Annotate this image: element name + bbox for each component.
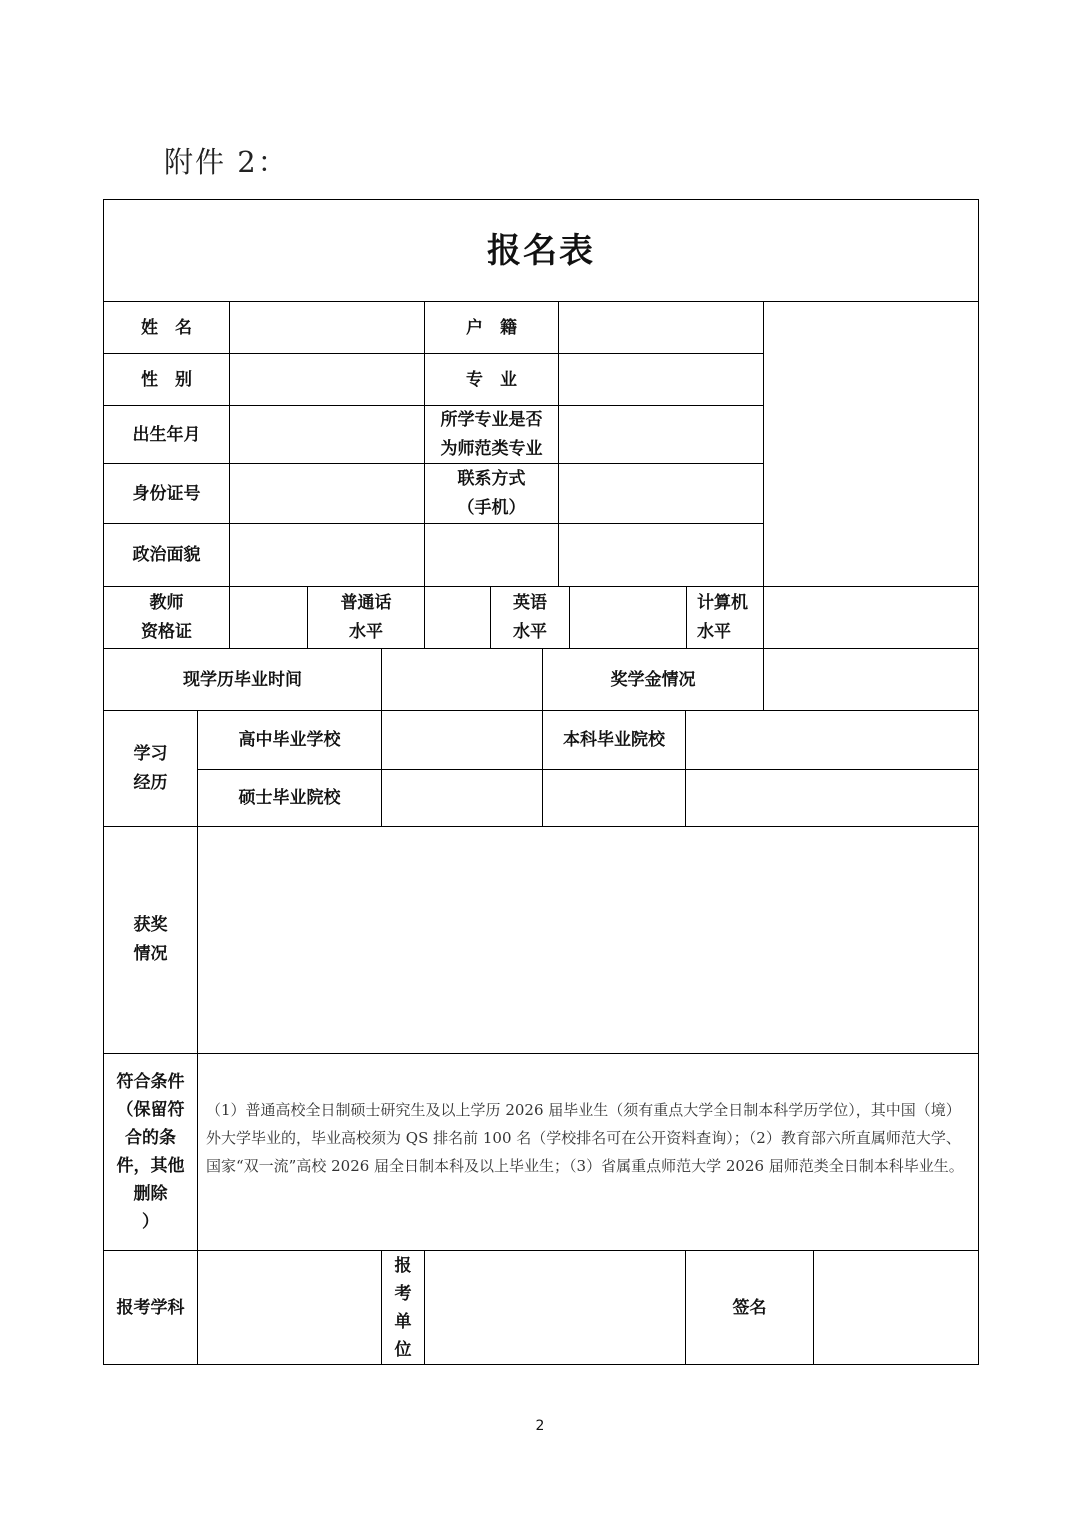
input-teacher-cert[interactable] — [230, 587, 307, 648]
label-scholarship: 奖学金情况 — [610, 669, 696, 690]
input-gender[interactable] — [230, 354, 424, 405]
input-contact[interactable] — [559, 464, 763, 523]
label-english-line1: 英语 — [513, 592, 547, 613]
input-undergrad[interactable] — [686, 711, 978, 769]
input-scholarship[interactable] — [764, 649, 978, 710]
label-english — [491, 587, 569, 648]
label-subject: 报考学科 — [116, 1297, 185, 1318]
label-contact — [425, 464, 558, 523]
conditions-text[interactable]: （1）普通高校全日制硕士研究生及以上学历 2026 届毕业生（须有重点大学全日制本科学历学位），其中国（境）外大学毕业的，毕业高校须为 QS 排名前 100 名（学校排名可在公开资料查询）；（2）教育部六所直属师范大学、国家“双一流”高校 2026 届全日制本科及以上毕业生；（3）省属重点师范大学 2026 届师范类全日制本科毕业生。 — [206, 1101, 964, 1175]
label-conditions-line6: ） — [142, 1212, 159, 1232]
label-unit-char1: 报 — [394, 1255, 412, 1276]
label-computer-line1: 计算机 — [697, 592, 748, 613]
label-political: 政治面貌 — [132, 545, 201, 565]
label-teacher-cert — [104, 587, 229, 648]
input-household[interactable] — [559, 302, 763, 353]
input-computer[interactable] — [764, 587, 978, 648]
input-major[interactable] — [559, 354, 763, 405]
label-signature: 签名 — [732, 1297, 767, 1318]
label-computer-line2: 水平 — [697, 621, 731, 642]
label-grad-time: 现学历毕业时间 — [183, 669, 302, 690]
label-undergrad: 本科毕业院校 — [563, 730, 665, 750]
label-conditions-line5: 删除 — [133, 1184, 168, 1204]
label-major: 专 业 — [466, 369, 517, 390]
input-signature[interactable] — [814, 1251, 978, 1364]
input-subject[interactable] — [198, 1251, 381, 1364]
label-is-normal-major — [425, 406, 558, 463]
form-title: 报名表 — [487, 230, 595, 271]
label-awards-line2: 情况 — [133, 944, 168, 964]
label-name: 姓 名 — [141, 317, 192, 338]
label-mandarin — [308, 587, 424, 648]
attachment-label: 附件 2： — [164, 145, 289, 179]
label-study-line2: 经历 — [133, 772, 168, 793]
label-id-number: 身份证号 — [132, 483, 201, 504]
label-conditions-line1: 符合条件 — [116, 1072, 185, 1092]
input-id-number[interactable] — [230, 464, 424, 523]
label-unit-char3: 单 — [394, 1311, 412, 1332]
label-household: 户 籍 — [466, 317, 517, 338]
label-master: 硕士毕业院校 — [238, 788, 341, 808]
label-contact-line1: 联系方式 — [457, 468, 526, 489]
label-study — [104, 711, 197, 826]
label-teacher-cert-line1: 教师 — [149, 592, 184, 613]
input-mandarin[interactable] — [425, 587, 490, 648]
label-is-normal-line1: 所学专业是否 — [440, 409, 543, 430]
input-high-school[interactable] — [382, 711, 542, 769]
input-name[interactable] — [230, 302, 424, 353]
input-master[interactable] — [382, 770, 542, 826]
input-english[interactable] — [570, 587, 686, 648]
label-birth: 出生年月 — [132, 424, 201, 445]
label-contact-line2: （手机） — [457, 497, 526, 518]
label-computer — [687, 587, 763, 648]
input-master-extra[interactable] — [543, 770, 685, 826]
input-birth[interactable] — [230, 406, 424, 463]
label-awards — [104, 827, 197, 1053]
input-grad-time[interactable] — [382, 649, 542, 710]
label-study-line1: 学习 — [133, 743, 168, 764]
input-political[interactable] — [230, 524, 424, 586]
input-unit[interactable] — [425, 1251, 685, 1364]
label-mandarin-line2: 水平 — [349, 621, 383, 642]
label-conditions-line2: （保留符 — [116, 1100, 185, 1120]
page-number: 2 — [535, 1418, 545, 1434]
label-conditions-line4: 件，其他 — [116, 1156, 185, 1176]
label-unit-char2: 考 — [394, 1283, 412, 1304]
label-conditions — [104, 1054, 197, 1250]
label-high-school: 高中毕业学校 — [238, 730, 341, 750]
photo-area — [764, 302, 978, 586]
input-master-extra-2[interactable] — [686, 770, 978, 826]
label-awards-line1: 获奖 — [133, 915, 168, 935]
label-is-normal-line2: 为师范类专业 — [440, 438, 543, 459]
label-mandarin-line1: 普通话 — [340, 592, 392, 613]
input-is-normal-major[interactable] — [559, 406, 763, 463]
label-teacher-cert-line2: 资格证 — [141, 621, 192, 642]
input-awards[interactable] — [198, 827, 978, 1053]
label-gender: 性 别 — [141, 369, 192, 390]
label-unit — [382, 1251, 424, 1364]
label-unit-char4: 位 — [394, 1339, 412, 1360]
label-english-line2: 水平 — [513, 621, 547, 642]
label-conditions-line3: 合的条 — [125, 1128, 176, 1148]
